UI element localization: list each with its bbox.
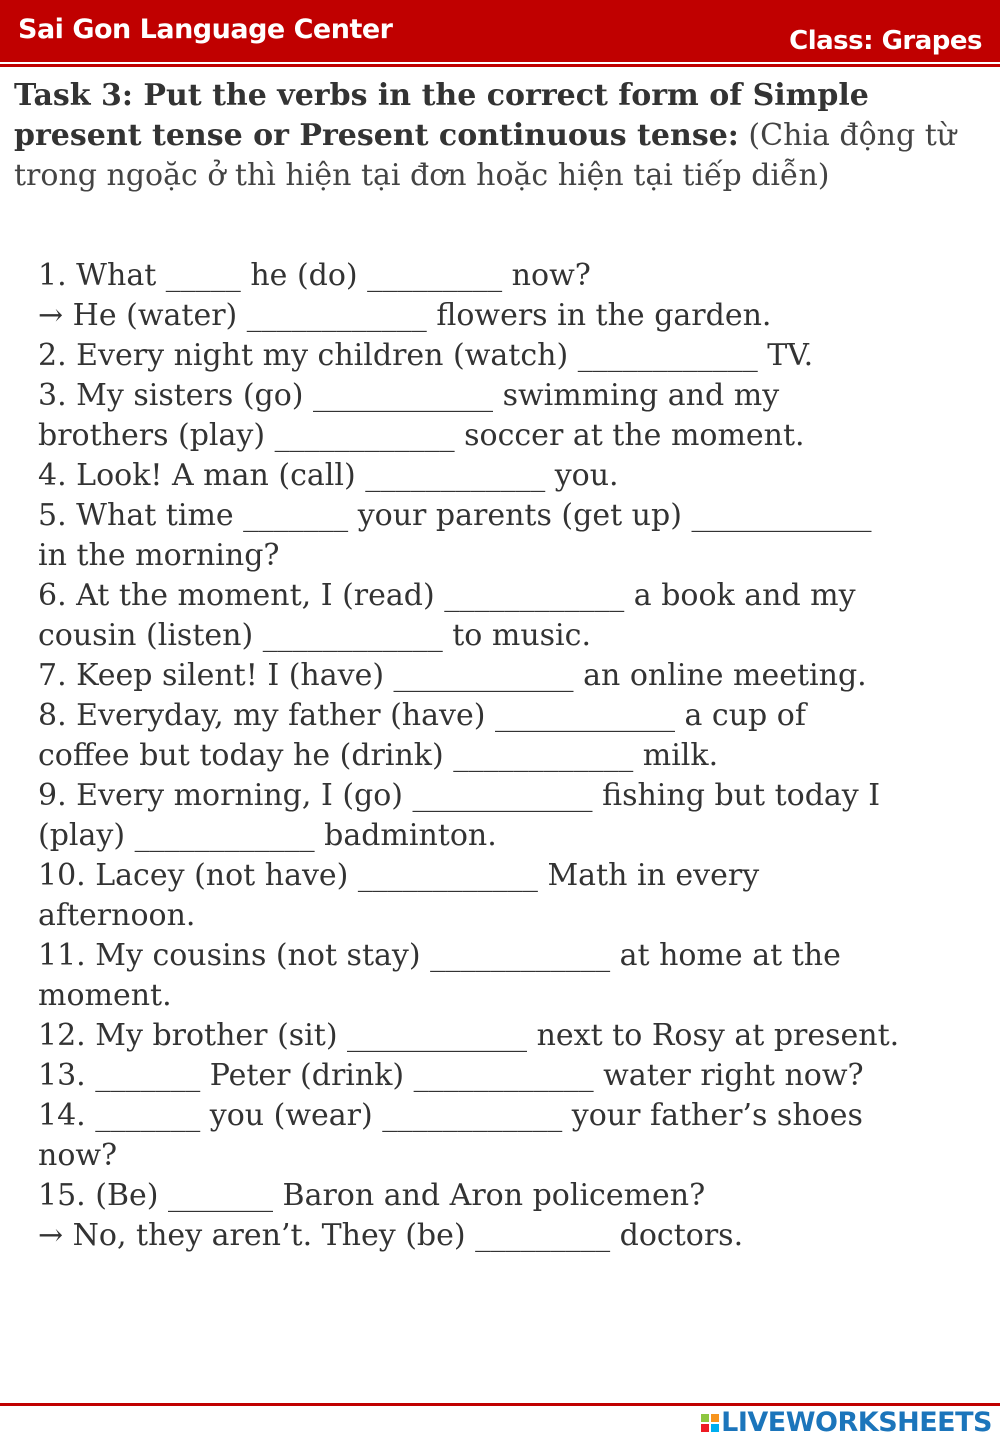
icon-square [711, 1424, 719, 1432]
exercise-line: 15. (Be) _______ Baron and Aron policemen? [38, 1178, 706, 1213]
header-bar [0, 0, 1000, 62]
exercise-line: 4. Look! A man (call) ____________ you. [38, 458, 619, 493]
icon-square [701, 1414, 709, 1422]
exercise-line: 10. Lacey (not have) ____________ Math in every [38, 858, 760, 893]
exercise-line: moment. [38, 978, 172, 1013]
task-translation: (Chia động từ trong ngoặc ở thì hiện tại đơn hoặc hiện tại tiếp diễn) [14, 118, 957, 193]
exercise-line: 7. Keep silent! I (have) ____________ an online meeting. [38, 658, 867, 693]
icon-square [711, 1414, 719, 1422]
exercise-list [38, 256, 978, 1256]
exercise-line: coffee but today he (drink) ____________ milk. [38, 738, 719, 773]
exercise-line: 12. My brother (sit) ____________ next to Rosy at present. [38, 1018, 900, 1053]
exercise-line: 11. My cousins (not stay) ____________ at home at the [38, 938, 841, 973]
exercise-line: 1. What _____ he (do) _________ now? [38, 258, 591, 293]
exercise-line: brothers (play) ____________ soccer at the moment. [38, 418, 805, 453]
liveworksheets-logo [701, 1407, 992, 1438]
exercise-line: → He (water) ____________ flowers in the garden. [38, 298, 772, 333]
exercise-line: 6. At the moment, I (read) ____________ a book and my [38, 578, 856, 613]
header-divider [0, 64, 1000, 67]
icon-square [701, 1424, 709, 1432]
center-name: Sai Gon Language Center [18, 14, 393, 45]
exercise-line: → No, they aren’t. They (be) _________ doctors. [38, 1218, 744, 1253]
exercise-line: 14. _______ you (wear) ____________ your father’s shoes [38, 1098, 863, 1133]
exercise-line: 8. Everyday, my father (have) ____________ a cup of [38, 698, 806, 733]
exercise-line: (play) ____________ badminton. [38, 818, 497, 853]
brand-name: LIVEWORKSHEETS [721, 1407, 992, 1438]
task-title: Task 3: Put the verbs in the correct form of Simple present tense or Present continuous tense: [14, 78, 869, 153]
exercise-line: 13. _______ Peter (drink) ____________ water right now? [38, 1058, 864, 1093]
exercise-line: 3. My sisters (go) ____________ swimming and my [38, 378, 780, 413]
task-instructions [14, 76, 974, 196]
exercise-line: in the morning? [38, 538, 280, 573]
exercise-line: cousin (listen) ____________ to music. [38, 618, 591, 653]
exercise-line: 5. What time _______ your parents (get up) ____________ [38, 498, 872, 533]
exercise-line: now? [38, 1138, 118, 1173]
class-label: Class: Grapes [789, 26, 982, 56]
footer-divider [0, 1403, 1000, 1406]
exercise-line: 9. Every morning, I (go) ____________ fishing but today I [38, 778, 881, 813]
exercise-line: 2. Every night my children (watch) ____________ TV. [38, 338, 814, 373]
exercise-line: afternoon. [38, 898, 196, 933]
liveworksheets-icon [701, 1414, 719, 1432]
